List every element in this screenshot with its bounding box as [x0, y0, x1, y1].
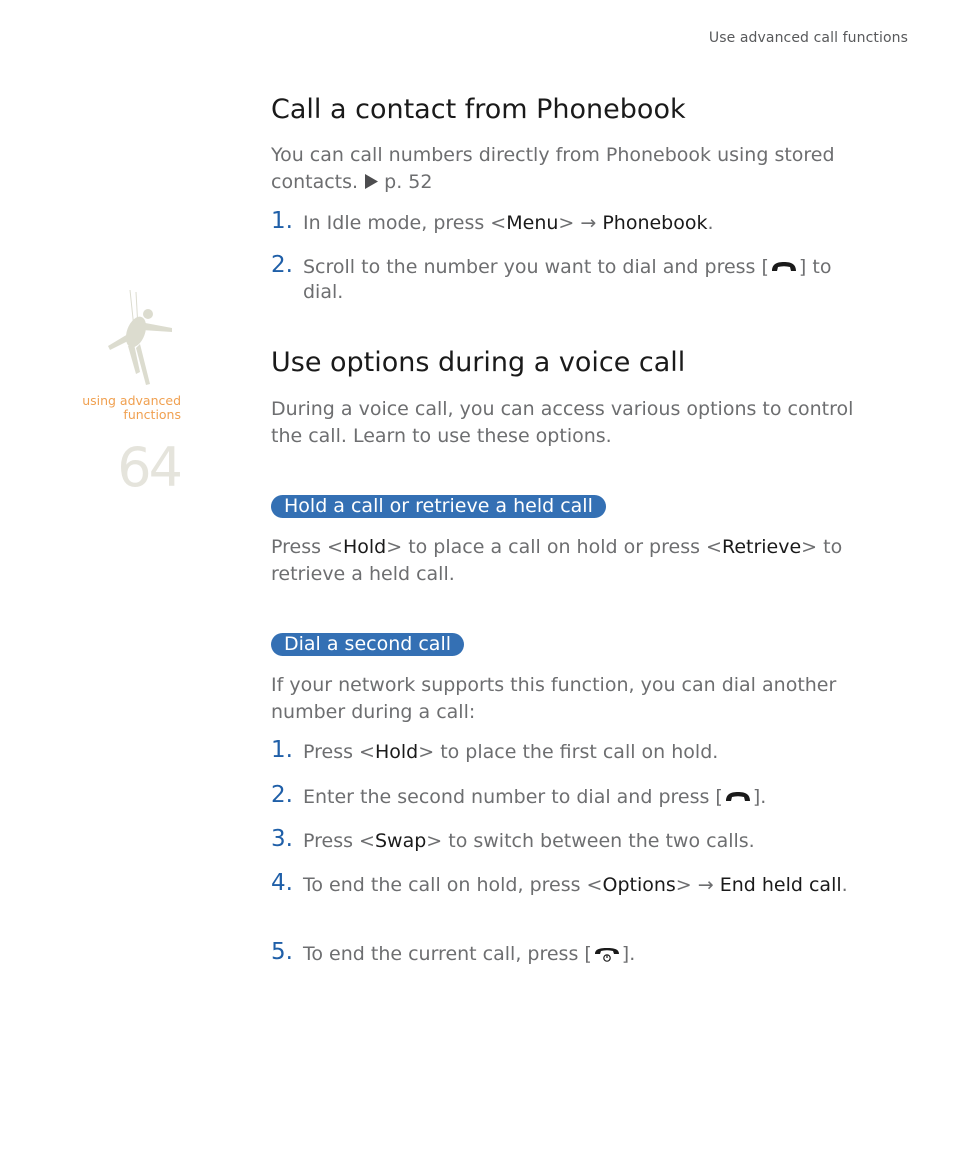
step-number: 1.: [271, 737, 293, 763]
section-title-voice-call-options: Use options during a voice call: [271, 347, 686, 378]
step-text-part: Scroll to the number you want to dial and press [: [303, 256, 769, 278]
step-text-part: ].: [621, 943, 636, 965]
phonebook-menu-label: Phonebook: [602, 212, 708, 234]
hold-key-label: Hold: [342, 536, 387, 558]
second-call-step-3: [271, 826, 861, 854]
dial-key-icon: [769, 259, 799, 275]
step-text-part: ] to dial.: [303, 256, 832, 303]
text-part: > to retrieve a held call.: [271, 536, 843, 585]
step-number: 2.: [271, 252, 293, 278]
subheading-hold-call: Hold a call or retrieve a held call: [271, 495, 606, 518]
step-text: [303, 785, 859, 810]
section-label: [82, 394, 181, 422]
step-number: 4.: [271, 870, 293, 896]
step-text-part: To end the current call, press [: [303, 943, 592, 965]
text-part: > to place a call on hold or press <: [386, 536, 722, 558]
dial-key-icon: [723, 789, 753, 805]
voice-call-intro: During a voice call, you can access various options to control the call. Learn to use these options.: [271, 398, 854, 447]
step-text: [303, 740, 859, 765]
step-text: [303, 211, 859, 236]
section-label-line2: functions: [123, 407, 181, 422]
swap-key-label: Swap: [374, 830, 427, 852]
page-number: 64: [117, 436, 180, 499]
end-held-call-menu-label: End held call: [719, 874, 842, 896]
triangle-right-icon: [364, 174, 378, 189]
page-reference[interactable]: p. 52: [384, 171, 433, 193]
options-key-label: Options: [602, 874, 676, 896]
step-text-part: > →: [558, 212, 603, 234]
step-text-part: .: [841, 874, 848, 896]
menu-key-label: Menu: [506, 212, 559, 234]
end-key-icon: [592, 946, 622, 962]
phonebook-step-1: [271, 208, 861, 236]
running-header: Use advanced call functions: [708, 30, 908, 46]
step-text-part: Press <: [303, 830, 375, 852]
step-text: [303, 873, 859, 898]
phonebook-step-2: [271, 252, 861, 305]
hold-key-label: Hold: [374, 741, 419, 763]
step-text-part: To end the call on hold, press <: [303, 874, 603, 896]
section-label-line1: using advanced: [82, 393, 181, 408]
step-number: 2.: [271, 782, 293, 808]
step-text-part: Press <: [303, 741, 375, 763]
second-call-step-1: [271, 737, 861, 765]
step-text-part: ].: [752, 786, 767, 808]
step-text-part: In Idle mode, press <: [303, 212, 507, 234]
second-call-step-2: [271, 782, 861, 810]
step-text-part: Enter the second number to dial and press [: [303, 786, 723, 808]
section-title-phonebook: Call a contact from Phonebook: [271, 94, 686, 125]
step-text-part: > →: [675, 874, 720, 896]
second-call-step-4: [271, 870, 861, 898]
hold-call-text: [271, 534, 861, 588]
phonebook-intro: [271, 142, 861, 196]
second-call-step-5: [271, 939, 861, 967]
step-number: 3.: [271, 826, 293, 852]
step-text: [303, 255, 859, 305]
acrobat-figure-icon: [100, 288, 180, 386]
step-text: [303, 942, 859, 967]
step-text-part: > to switch between the two calls.: [426, 830, 755, 852]
step-number: 5.: [271, 939, 293, 965]
subheading-dial-second-call: Dial a second call: [271, 633, 464, 656]
step-text-part: .: [707, 212, 714, 234]
text-part: Press <: [271, 536, 343, 558]
step-text: [303, 829, 859, 854]
step-number: 1.: [271, 208, 293, 234]
phonebook-intro-text: You can call numbers directly from Phonebook using stored contacts.: [271, 144, 835, 193]
second-call-intro: If your network supports this function, you can dial another number during a call:: [271, 674, 837, 723]
retrieve-key-label: Retrieve: [721, 536, 802, 558]
step-text-part: > to place the first call on hold.: [418, 741, 719, 763]
